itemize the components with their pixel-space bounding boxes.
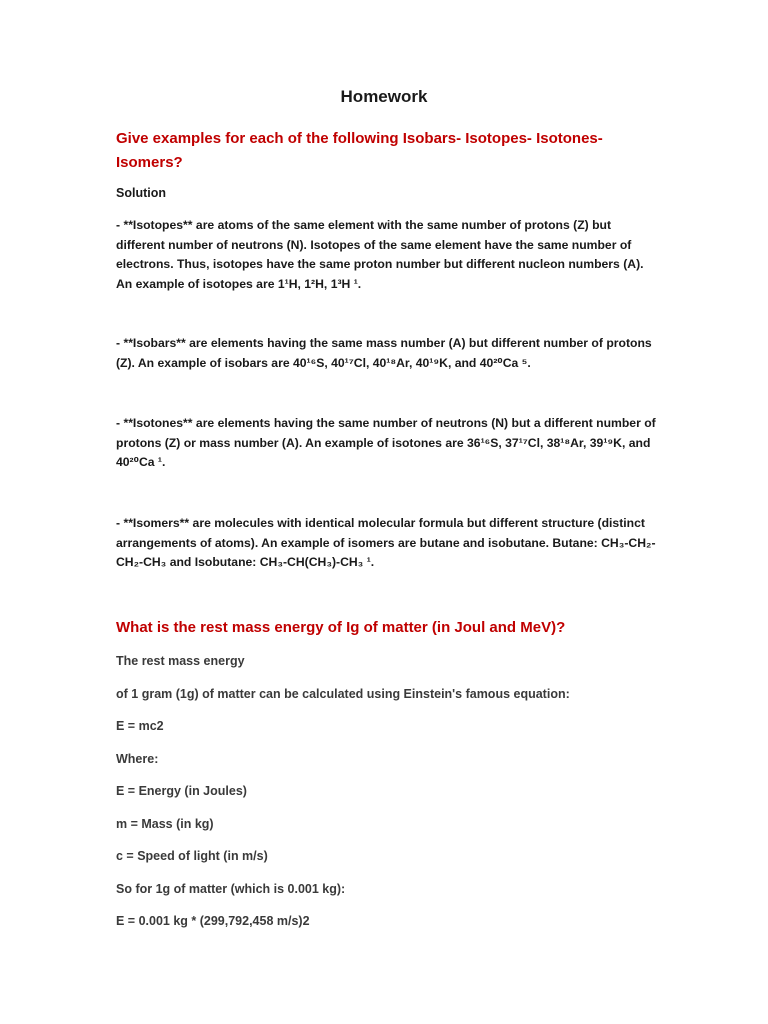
calc-line-speed: c = Speed of light (in m/s) (116, 849, 268, 863)
page-title: Homework (340, 87, 428, 106)
isobars-paragraph: - **Isobars** are elements having the same mass number (A) but different number of protons (Z). An example of isobars are 40¹⁶S, 40¹⁷Cl, 40¹⁸Ar, 40¹⁹K, and 40²⁰Ca ⁵. (116, 336, 652, 370)
calc-line-mass: m = Mass (in kg) (116, 817, 214, 831)
calc-line-energy: E = Energy (in Joules) (116, 784, 247, 798)
isotopes-paragraph: - **Isotopes** are atoms of the same element with the same number of protons (Z) but different number of neutrons (N). Isotopes of the same element have the same number of electrons. Thus, isotopes have the same proton number but different nucleon numbers (A). An example of isotopes are 1¹H, 1²H, 1³H ¹. (116, 218, 644, 291)
solution-label: Solution (116, 186, 166, 200)
calc-line-equation-intro: of 1 gram (1g) of matter can be calculated using Einstein's famous equation: (116, 687, 570, 701)
calc-line-where: Where: (116, 752, 159, 766)
calc-line-equation: E = mc2 (116, 719, 164, 733)
calc-line-intro: The rest mass energy (116, 654, 245, 668)
isomers-paragraph: - **Isomers** are molecules with identical molecular formula but different structure (distinct arrangements of atoms). An example of isomers are butane and isobutane. Butane: CH₃-CH₂-CH₂-CH₃ and Isobutane: CH₃-CH(CH₃)-CH₃ ¹. (116, 516, 656, 569)
calc-line-so-for: So for 1g of matter (which is 0.001 kg): (116, 882, 346, 896)
calc-line-substitution: E = 0.001 kg * (299,792,458 m/s)2 (116, 914, 310, 928)
question-2-heading: What is the rest mass energy of Ig of matter (in Joul and MeV)? (116, 619, 566, 636)
question-1-heading: Give examples for each of the following Isobars- Isotopes- Isotones- Isomers? (116, 130, 603, 171)
isotones-paragraph: - **Isotones** are elements having the same number of neutrons (N) but a different number of protons (Z) or mass number (A). An example of isotones are 36¹⁶S, 37¹⁷Cl, 38¹⁸Ar, 39¹⁹K, and 40²⁰Ca ¹. (116, 416, 656, 469)
